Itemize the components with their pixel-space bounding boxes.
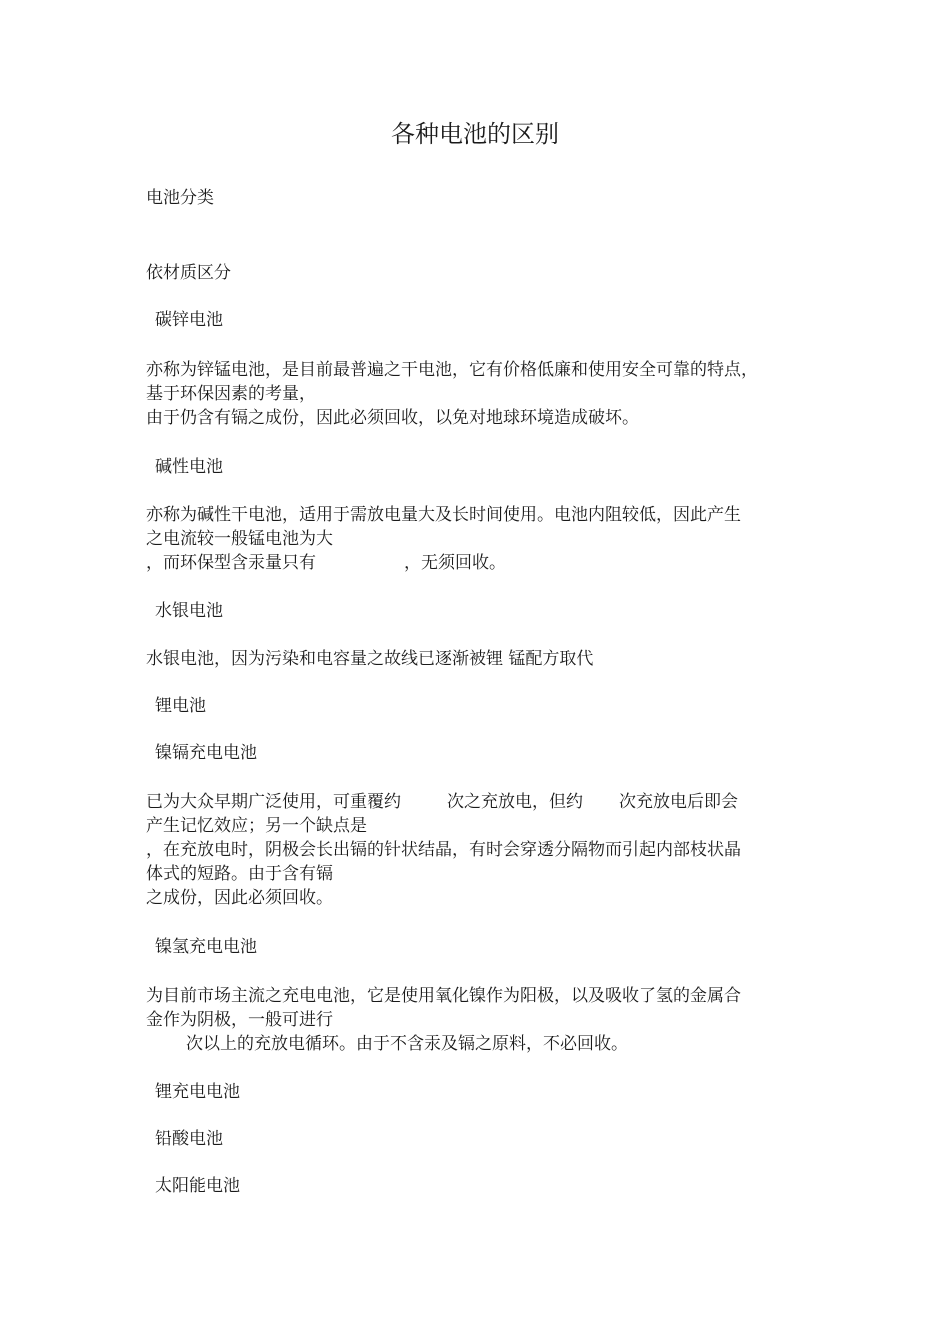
text-line: 亦称为碱性干电池，适用于需放电量大及长时间使用。电池内阻较低，因此产生 (146, 505, 741, 525)
paragraph-nicd (146, 790, 816, 910)
heading-solar: 太阳能电池 (155, 1176, 240, 1196)
paragraph-alkaline (146, 503, 816, 575)
text-fragment: 次之充放电，但约 (447, 792, 583, 812)
text-line: 之成份，因此必须回收。 (146, 888, 333, 908)
paragraph-nimh (146, 984, 816, 1056)
section-battery-classification: 电池分类 (146, 188, 214, 208)
text-fragment: 已为大众早期广泛使用，可重覆约 (146, 792, 401, 812)
section-by-material: 依材质区分 (146, 263, 231, 283)
text-line: 基于环保因素的考量， (146, 384, 316, 404)
text-line: 水银电池，因为污染和电容量之故线已逐渐被锂 锰配方取代 (146, 649, 594, 669)
heading-carbon-zinc: 碳锌电池 (155, 310, 223, 330)
text-line: 之电流较一般锰电池为大 (146, 529, 333, 549)
text-line: 亦称为锌锰电池，是目前最普遍之干电池，它有价格低廉和使用安全可靠的特点， (146, 360, 758, 380)
text-line: 为目前市场主流之充电电池，它是使用氧化镍作为阳极，以及吸收了氢的金属合 (146, 986, 741, 1006)
text-line: 产生记忆效应；另一个缺点是 (146, 816, 367, 836)
paragraph-mercury (146, 647, 816, 671)
heading-lithium: 锂电池 (155, 696, 206, 716)
heading-nicd: 镍镉充电电池 (155, 743, 257, 763)
text-fragment: ，而环保型含汞量只有 (146, 553, 316, 573)
text-fragment: 次充放电后即会 (619, 792, 738, 812)
heading-nimh: 镍氢充电电池 (155, 937, 257, 957)
heading-lead-acid: 铅酸电池 (155, 1129, 223, 1149)
text-line: 次以上的充放电循环。由于不含汞及镉之原料，不必回收。 (186, 1034, 628, 1054)
heading-alkaline: 碱性电池 (155, 457, 223, 477)
text-fragment: ，无须回收。 (404, 553, 506, 573)
heading-mercury: 水银电池 (155, 601, 223, 621)
text-line: 由于仍含有镉之成份，因此必须回收，以免对地球环境造成破坏。 (146, 408, 639, 428)
text-line (146, 790, 816, 814)
text-line (146, 551, 816, 575)
text-line: ，在充放电时，阴极会长出镉的针状结晶，有时会穿透分隔物而引起内部枝状晶 (146, 840, 741, 860)
text-line: 体式的短路。由于含有镉 (146, 864, 333, 884)
text-line: 金作为阴极，一般可进行 (146, 1010, 333, 1030)
document-title: 各种电池的区别 (391, 120, 559, 148)
heading-li-rechargeable: 锂充电电池 (155, 1082, 240, 1102)
paragraph-carbon-zinc (146, 358, 816, 430)
